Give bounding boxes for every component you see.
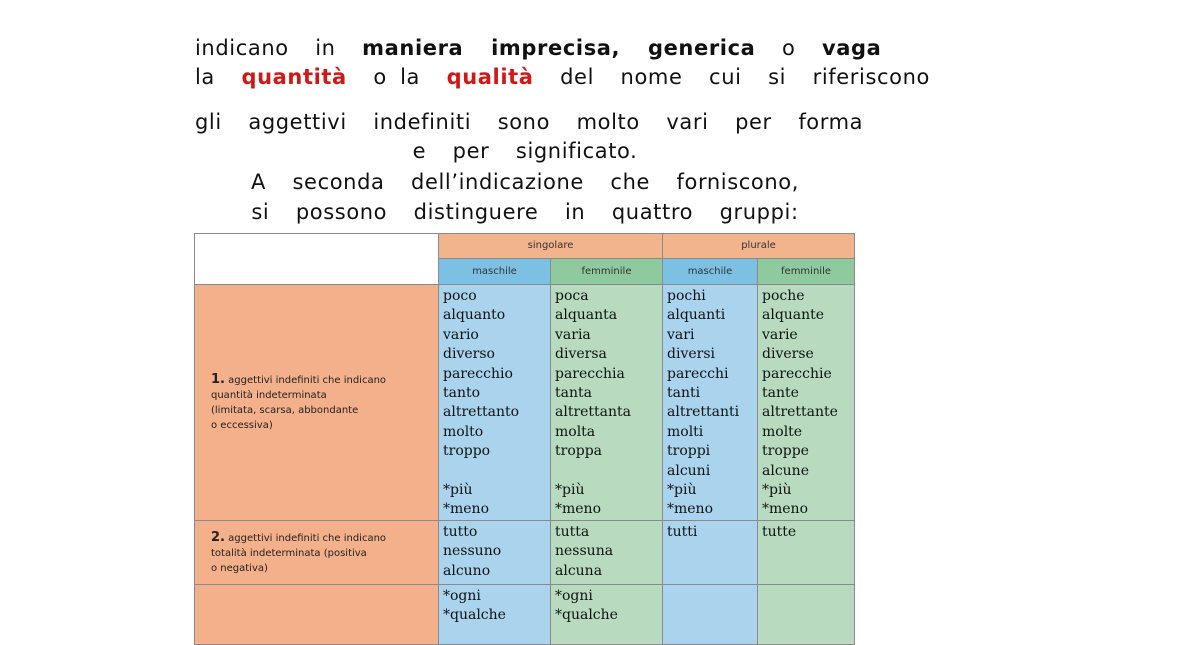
intro-text-span: del nome cui si riferiscono: [560, 65, 930, 89]
cell-masculine-plural: tutti: [663, 521, 758, 585]
intro-line-3: gli aggettivi indefiniti sono molto vari per forma: [195, 110, 864, 134]
header-singular: singolare: [439, 234, 663, 259]
intro-bold-span: maniera imprecisa, generica: [362, 36, 756, 60]
group-label-cell: [195, 285, 439, 521]
intro-red-word-qualita: qualità: [446, 65, 534, 89]
intro-text-span: la: [195, 65, 215, 89]
header-plural: plurale: [663, 234, 855, 259]
header-masculine-singular: maschile: [439, 258, 551, 284]
intro-bold-span: vaga: [821, 36, 882, 60]
intro-line-4: e per significato.: [412, 139, 638, 163]
intro-text-span: o la: [373, 65, 421, 89]
cell-feminine-singular: tutta nessuna alcuna: [551, 521, 663, 585]
cell-masculine-plural: [663, 585, 758, 645]
cell-masculine-singular: *ogni *qualche: [439, 585, 551, 645]
intro-line-5: A seconda dell’indicazione che forniscono,: [251, 170, 799, 194]
table-corner-cell: [195, 234, 439, 285]
intro-red-word-quantita: quantità: [241, 65, 347, 89]
intro-text-span: indicano in: [195, 36, 336, 60]
table-row-group-2: [195, 521, 855, 585]
header-masculine-plural: maschile: [663, 258, 758, 284]
cell-feminine-plural: poche alquante varie diverse parecchie tante altrettante molte troppe alcune *più *meno: [758, 285, 855, 521]
intro-line-1: [195, 36, 882, 60]
group-number: 1.: [211, 372, 225, 387]
table-row-group-3: [195, 585, 855, 645]
cell-masculine-plural: pochi alquanti vari diversi parecchi tanti altrettanti molti troppi alcuni *più *meno: [663, 285, 758, 521]
group-number: 2.: [211, 529, 225, 545]
cell-feminine-singular: *ogni *qualche: [551, 585, 663, 645]
group-label-cell: [195, 585, 439, 645]
indefinite-adjectives-table: [194, 233, 855, 645]
cell-feminine-plural: tutte: [758, 521, 855, 585]
intro-text-span: o: [781, 36, 796, 60]
intro-line-2: [195, 65, 930, 89]
cell-masculine-singular: tutto nessuno alcuno: [439, 521, 551, 585]
group-description: aggettivi indefiniti che indicano quantità indeterminata (limitata, scarsa, abbondante o eccessiva): [211, 375, 387, 431]
intro-line-6: si possono distinguere in quattro gruppi:: [251, 200, 799, 224]
header-feminine-plural: femminile: [758, 258, 855, 284]
header-feminine-singular: femminile: [551, 258, 663, 284]
cell-feminine-plural: [758, 585, 855, 645]
group-label-cell: [195, 521, 439, 585]
cell-feminine-singular: poca alquanta varia diversa parecchia tanta altrettanta molta troppa *più *meno: [551, 285, 663, 521]
group-description: aggettivi indefiniti che indicano totalità indeterminata (positiva o negativa): [211, 532, 387, 574]
table-row-group-1: [195, 285, 855, 521]
cell-masculine-singular: poco alquanto vario diverso parecchio tanto altrettanto molto troppo *più *meno: [439, 285, 551, 521]
